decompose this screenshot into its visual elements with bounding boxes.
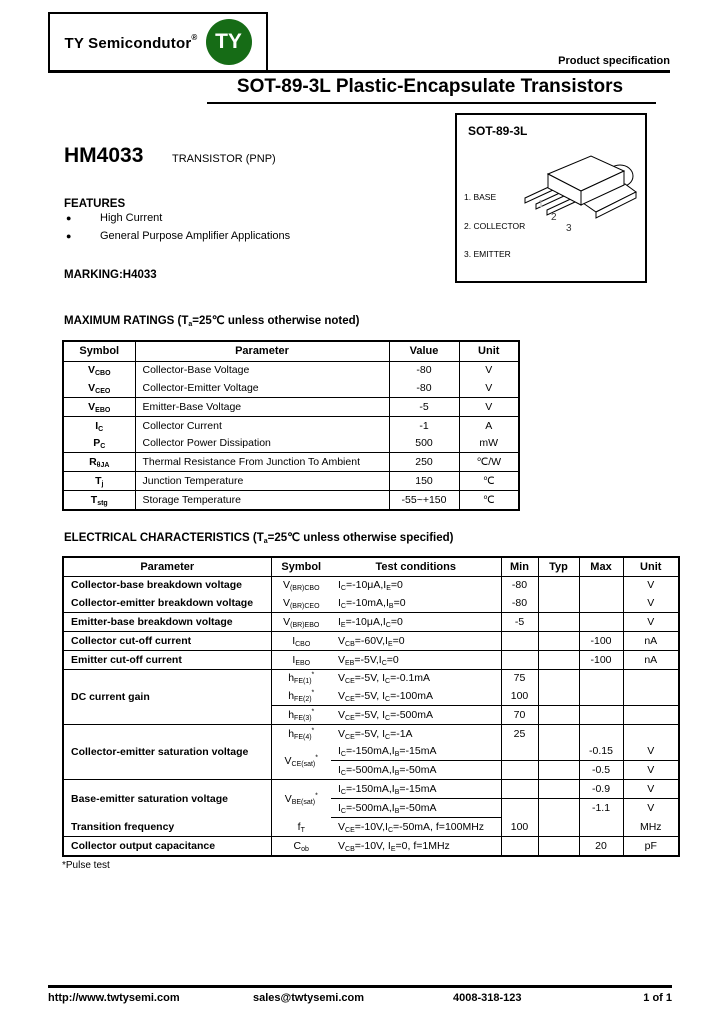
max-cell: -1.1 — [579, 798, 623, 817]
conditions-cell: $I_C=-500mA,I_B=-50mA$ — [331, 761, 501, 780]
max-ratings-table — [62, 340, 520, 511]
table-row — [63, 594, 679, 612]
min-cell: -80 — [501, 594, 538, 612]
unit-cell: V — [623, 594, 679, 612]
unit-cell: V — [623, 761, 679, 780]
value-cell: -1 — [389, 416, 459, 434]
col-header-max: Max — [579, 557, 623, 576]
table-row — [63, 397, 519, 416]
table-row — [63, 379, 519, 397]
min-cell — [501, 780, 538, 799]
typ-cell — [538, 817, 579, 836]
electrical-characteristics-table — [62, 556, 680, 857]
table-row — [63, 780, 679, 799]
feature-item — [66, 230, 290, 242]
header-rule — [48, 70, 670, 73]
page-title: SOT-89-3L Plastic-Encapsulate Transistors — [236, 76, 624, 97]
value-cell: -55~+150 — [389, 490, 459, 510]
col-header-parameter: Parameter — [63, 557, 271, 576]
brand-text: TY Semicondutor — [64, 34, 192, 52]
unit-cell: V — [647, 579, 655, 592]
pulse-test-footnote: *Pulse test — [62, 860, 110, 871]
value-cell: -5 — [389, 397, 459, 416]
unit-cell: V — [485, 364, 493, 377]
feature-label: High Current — [100, 212, 163, 224]
max-cell — [579, 687, 623, 705]
unit-cell: V — [459, 379, 519, 397]
col-header-conditions: Test conditions — [331, 557, 501, 576]
symbol-cell: $I_C$ — [63, 416, 135, 434]
unit-cell: ℃ — [459, 471, 519, 490]
conditions-cell: $V_{EB}=-5V,I_C=0$ — [331, 650, 501, 669]
parameter-cell: Collector Current — [135, 416, 389, 434]
conditions-cell: $V_{CE}=-5V$, $I_C=-100mA$ — [331, 687, 501, 705]
table-row — [63, 453, 519, 472]
symbol-cell: $C_{ob}$ — [293, 839, 309, 853]
lead-number-3: 3 — [566, 223, 572, 234]
typ-cell — [538, 780, 579, 799]
parameter-cell: Emitter-Base Voltage — [135, 397, 389, 416]
parameter-cell: Collector-emitter saturation voltage — [63, 724, 271, 779]
pin-label-base: 1. BASE — [464, 192, 497, 202]
parameter-cell: Collector-base breakdown voltage — [63, 576, 271, 594]
typ-cell — [538, 650, 579, 669]
min-cell: 100 — [501, 687, 538, 705]
electrical-characteristics-title: ELECTRICAL CHARACTERISTICS ($T_a=25℃$ unless otherwise specified) — [64, 532, 454, 545]
symbol-cell: $V_{(BR)EBO}$ — [271, 612, 331, 631]
min-cell — [501, 742, 538, 760]
min-cell: 100 — [501, 817, 538, 836]
unit-cell: pF — [644, 839, 657, 852]
product-spec-label: Product specification — [558, 55, 670, 67]
part-number: HM4033 — [64, 144, 144, 167]
symbol-cell: $f_T$ — [271, 817, 331, 836]
min-cell — [501, 798, 538, 817]
parameter-cell: Junction Temperature — [135, 471, 389, 490]
min-cell — [501, 836, 538, 856]
value-cell: -80 — [389, 379, 459, 397]
typ-cell — [538, 631, 579, 650]
typ-cell — [538, 742, 579, 760]
min-cell: -80 — [501, 576, 538, 594]
footer-page-number: 1 of 1 — [643, 992, 672, 1004]
lead-number-2: 2 — [551, 212, 557, 223]
title-underline — [207, 102, 656, 104]
symbol-cell: $V_{CEO}$ — [63, 379, 135, 397]
max-cell: -0.15 — [579, 742, 623, 760]
max-cell — [579, 576, 623, 594]
part-type-label: TRANSISTOR (PNP) — [172, 153, 276, 165]
max-cell — [579, 705, 623, 724]
conditions-cell: $V_{CB}=-10V$, $I_E=0$, f=1MHz — [331, 836, 501, 856]
pin-label-collector: 2. COLLECTOR — [464, 221, 526, 231]
table-row — [63, 631, 679, 650]
conditions-cell: $I_C=-150mA,I_B=-15mA$ — [331, 780, 501, 799]
max-cell — [579, 724, 623, 742]
col-header-min: Min — [501, 557, 538, 576]
lead-number-1: 1 — [538, 199, 544, 210]
table-row — [63, 612, 679, 631]
bullet-icon: ● — [66, 231, 72, 241]
feature-label: General Purpose Amplifier Applications — [100, 230, 291, 242]
min-cell: 25 — [501, 724, 538, 742]
parameter-cell: Transition frequency — [63, 817, 271, 836]
symbol-cell: $R_{\theta JA}$ — [63, 453, 135, 472]
unit-cell: V — [647, 802, 655, 815]
package-title: SOT-89-3L — [468, 124, 528, 138]
col-header-unit: Unit — [459, 341, 519, 361]
unit-cell: MHz — [623, 817, 679, 836]
symbol-cell: $h_{FE(1)}^*$ — [288, 671, 315, 686]
symbol-cell: $V_{EBO}$ — [63, 397, 135, 416]
typ-cell — [538, 576, 579, 594]
parameter-cell: Collector-Base Voltage — [135, 361, 389, 379]
typ-cell — [538, 761, 579, 780]
table-header-row — [63, 557, 679, 576]
symbol-cell: $T_{stg}$ — [63, 490, 135, 510]
unit-cell: V — [459, 397, 519, 416]
min-cell: 70 — [501, 705, 538, 724]
parameter-cell: Collector output capacitance — [63, 836, 271, 856]
unit-cell — [623, 705, 679, 724]
col-header-typ: Typ — [538, 557, 579, 576]
conditions-cell: $V_{CB}=-60V,I_E=0$ — [331, 631, 501, 650]
table-row — [63, 817, 679, 836]
features-title: FEATURES — [64, 198, 126, 210]
table-row — [63, 471, 519, 490]
min-cell: -5 — [501, 612, 538, 631]
conditions-cell: $I_C=-10\mu A,I_E=0$ — [331, 576, 501, 594]
pin-label-emitter: 3. EMITTER — [464, 249, 511, 259]
col-header-value: Value — [389, 341, 459, 361]
unit-cell — [623, 687, 679, 705]
conditions-cell: $V_{CE}=-10V,I_C=-50mA$, f=100MHz — [331, 817, 501, 836]
min-cell — [501, 631, 538, 650]
parameter-cell: Emitter cut-off current — [63, 650, 271, 669]
min-cell — [501, 761, 538, 780]
max-cell — [579, 612, 623, 631]
parameter-cell: Collector-emitter breakdown voltage — [63, 594, 271, 612]
typ-cell — [538, 612, 579, 631]
feature-item — [66, 212, 162, 224]
parameter-cell: Storage Temperature — [135, 490, 389, 510]
parameter-cell: Collector cut-off current — [63, 631, 271, 650]
symbol-cell: $V_{CE(sat)}^*$ — [271, 742, 331, 779]
table-row — [63, 434, 519, 452]
max-cell: -100 — [579, 631, 623, 650]
table-row — [63, 416, 519, 434]
col-header-symbol: Symbol — [63, 341, 135, 361]
symbol-cell: $V_{(BR)CEO}$ — [271, 594, 331, 612]
table-row — [63, 361, 519, 379]
min-cell — [501, 650, 538, 669]
symbol-cell: $h_{FE(3)}^*$ — [271, 705, 331, 724]
table-header-row — [63, 341, 519, 361]
typ-cell — [538, 798, 579, 817]
parameter-cell: Collector Power Dissipation — [135, 434, 389, 452]
footer-email: sales@twtysemi.com — [253, 992, 364, 1004]
unit-cell: nA — [623, 650, 679, 669]
conditions-cell: $I_C=-150mA,I_B=-15mA$ — [331, 742, 501, 760]
symbol-cell: $V_{BE(sat)}^*$ — [284, 792, 318, 806]
symbol-cell: $I_{EBO}$ — [271, 650, 331, 669]
typ-cell — [538, 705, 579, 724]
unit-cell — [623, 669, 679, 687]
ty-logo-icon: TY — [206, 19, 252, 65]
footer-phone: 4008-318-123 — [453, 992, 522, 1004]
table-row — [63, 724, 679, 742]
unit-cell: mW — [459, 434, 519, 452]
max-cell: -0.5 — [579, 761, 623, 780]
unit-cell — [623, 724, 679, 742]
max-cell — [579, 669, 623, 687]
bullet-icon: ● — [66, 213, 72, 223]
unit-cell: V — [623, 612, 679, 631]
max-cell — [579, 817, 623, 836]
unit-cell: ℃/W — [459, 453, 519, 472]
symbol-cell: $P_C$ — [63, 434, 135, 452]
value-cell: 150 — [389, 471, 459, 490]
value-cell: 250 — [389, 453, 459, 472]
min-cell: 75 — [501, 669, 538, 687]
symbol-cell: $T_j$ — [63, 471, 135, 490]
brand-name — [64, 33, 197, 52]
table-row — [63, 669, 679, 687]
col-header-unit: Unit — [623, 557, 679, 576]
symbol-cell: $h_{FE(2)}^*$ — [271, 687, 331, 705]
conditions-cell: $V_{CE}=-5V$, $I_C=-1A$ — [331, 724, 501, 742]
value-cell: 500 — [389, 434, 459, 452]
parameter-cell: DC current gain — [63, 669, 271, 724]
conditions-cell: $V_{CE}=-5V$, $I_C=-500mA$ — [331, 705, 501, 724]
unit-cell: ℃ — [482, 493, 495, 506]
table-row — [63, 836, 679, 856]
parameter-cell: Collector-Emitter Voltage — [135, 379, 389, 397]
col-header-symbol: Symbol — [271, 557, 331, 576]
typ-cell — [538, 724, 579, 742]
symbol-cell: $I_{CBO}$ — [271, 631, 331, 650]
footer-rule — [48, 985, 672, 988]
typ-cell — [538, 836, 579, 856]
max-cell: -100 — [579, 650, 623, 669]
parameter-cell: Thermal Resistance From Junction To Ambient — [135, 453, 389, 472]
typ-cell — [538, 669, 579, 687]
marking-label: MARKING:H4033 — [64, 269, 157, 281]
package-box — [455, 113, 647, 283]
typ-cell — [538, 687, 579, 705]
max-cell — [579, 594, 623, 612]
parameter-cell: Emitter-base breakdown voltage — [63, 612, 271, 631]
unit-cell: A — [485, 419, 493, 432]
unit-cell: nA — [623, 631, 679, 650]
max-cell: -0.9 — [579, 780, 623, 799]
sot89-package-diagram-icon — [503, 141, 645, 259]
parameter-cell: Base-emitter saturation voltage — [63, 780, 271, 818]
conditions-cell: $I_C=-10mA,I_B=0$ — [331, 594, 501, 612]
symbol-cell: $V_{CBO}$ — [63, 361, 135, 379]
unit-cell: V — [623, 780, 679, 799]
max-cell: 20 — [579, 836, 623, 856]
table-row — [63, 576, 679, 594]
conditions-cell: $I_C=-500mA,I_B=-50mA$ — [331, 798, 501, 817]
footer-website: http://www.twtysemi.com — [48, 992, 180, 1004]
max-ratings-title: MAXIMUM RATINGS ($T_a=25℃$ unless otherwise noted) — [64, 315, 360, 328]
table-row — [63, 490, 519, 510]
conditions-cell: $I_E=-10\mu A,I_C=0$ — [331, 612, 501, 631]
value-cell: -80 — [389, 361, 459, 379]
col-header-parameter: Parameter — [135, 341, 389, 361]
typ-cell — [538, 594, 579, 612]
symbol-cell: $h_{FE(4)}^*$ — [288, 727, 315, 741]
unit-cell: V — [623, 742, 679, 760]
symbol-cell: $V_{(BR)CBO}$ — [282, 579, 320, 593]
registered-trademark-icon: ® — [191, 32, 198, 42]
table-row — [63, 650, 679, 669]
conditions-cell: $V_{CE}=-5V$, $I_C=-0.1mA$ — [331, 669, 501, 687]
